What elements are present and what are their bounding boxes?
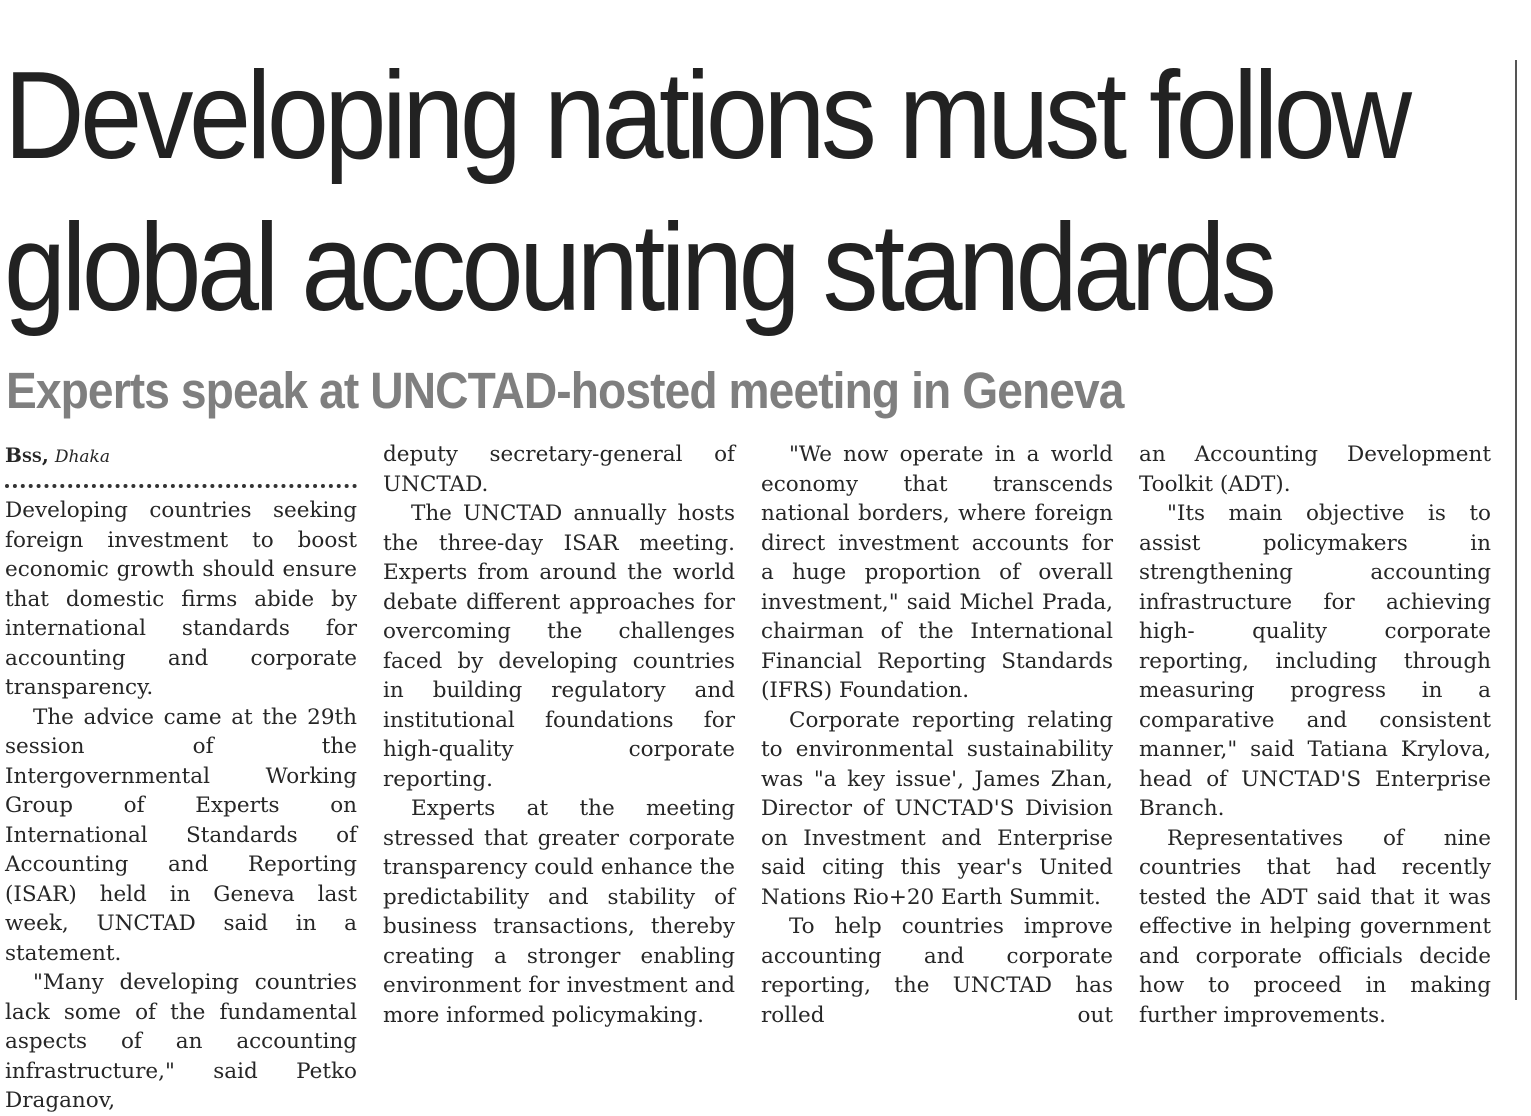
paragraph: "Its main objective is to assist policymakers in strengthening accounting infrastructure for achieving high- quality corporate reporting, including through measuring progress in a comparative and consistent manner," said Tatiana Krylova, head of UNCTAD'S Enterprise Branch. — [1139, 501, 1491, 821]
paragraph: Experts at the meeting stressed that greater corporate transparency could enhance the predictability and stability of business transactions, thereby creating a stronger enabling environment for investment and more informed policymaking. — [383, 796, 735, 1028]
headline — [4, 40, 1408, 344]
headline-line-2: global accounting standards — [4, 199, 1273, 337]
column-rule — [1515, 60, 1517, 1000]
paragraph: Representatives of nine countries that had recently tested the ADT said that it was effective in helping government and corporate officials decide how to proceed in making further improvements. — [1139, 825, 1491, 1028]
byline — [5, 440, 357, 470]
byline-agency: Bss, — [5, 443, 49, 467]
headline-line-1: Developing nations must follow — [4, 47, 1408, 185]
paragraph: "We now operate in a world economy that transcends national borders, where foreign direct investment accounts for a huge proportion of overall investment," said Michel Prada, chairman of the International Financial Reporting Standards (IFRS) Foundation. — [761, 442, 1113, 703]
subheadline: Experts speak at UNCTAD-hosted meeting in Geneva — [6, 362, 1124, 419]
article-column-3 — [761, 440, 1113, 1030]
paragraph: Corporate reporting relating to environmental sustainability was "a key issue', James Zhan, Director of UNCTAD'S Division on Investment and Enterprise said citing this year's United Nations Rio+20 Earth Summit. — [761, 707, 1113, 910]
paragraph: an Accounting Development Toolkit (ADT). — [1139, 442, 1491, 497]
article-column-2 — [383, 440, 735, 1030]
article-column-4 — [1139, 440, 1491, 1030]
paragraph: The UNCTAD annually hosts the three-day ISAR meeting. Experts from around the world debate different approaches for overcoming the challenges faced by developing countries in building regulatory and institutional foundations for high-quality corporate reporting. — [383, 501, 735, 792]
paragraph: Developing countries seeking foreign investment to boost economic growth should ensure that domestic firms abide by international standards for accounting and corporate transparency. — [5, 498, 357, 700]
paragraph: "Many developing countries lack some of the fundamental aspects of an accounting infrastructure," said Petko Draganov, — [5, 970, 357, 1113]
article-column-1 — [5, 440, 357, 1116]
byline-place: Dhaka — [54, 447, 110, 467]
paragraph: To help countries improve accounting and corporate reporting, the UNCTAD has rolled out — [761, 914, 1113, 1028]
byline-divider — [5, 484, 357, 488]
paragraph: deputy secretary-general of UNCTAD. — [383, 442, 735, 497]
paragraph: The advice came at the 29th session of the Intergovernmental Working Group of Experts on International Standards of Accounting and Reporting (ISAR) held in Geneva last week, UNCTAD said in a statement. — [5, 704, 357, 966]
